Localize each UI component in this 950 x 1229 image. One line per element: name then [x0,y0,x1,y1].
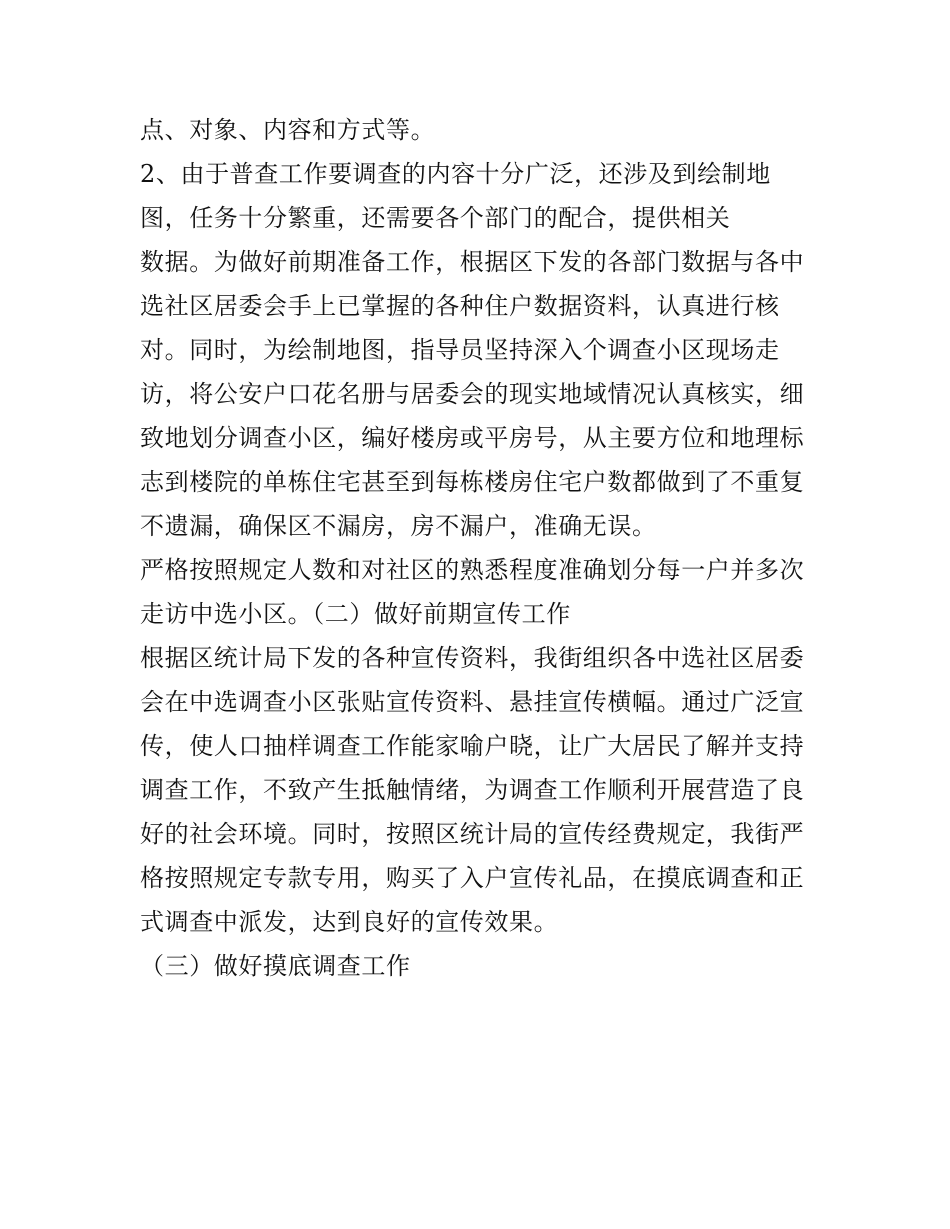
text-line-2: 2、由于普查工作要调查的内容十分广泛，还涉及到绘制地 [140,160,771,188]
text-line-19: 式调查中派发，达到良好的宣传效果。 [140,908,559,936]
text-line-6: 对。同时，为绘制地图，指导员坚持深入个调查小区现场走 [140,336,780,364]
text-line-1: 点、对象、内容和方式等。 [140,116,436,144]
text-line-3: 图，任务十分繁重，还需要各个部门的配合，提供相关 [140,204,731,232]
text-line-7: 访，将公安户口花名册与居委会的现实地域情况认真核实，细 [140,380,805,408]
text-line-13: 根据区统计局下发的各种宣传资料，我街组织各中选社区居委 [140,644,805,672]
text-line-9: 志到楼院的单栋住宅甚至到每栋楼房住宅户数都做到了不重复 [140,468,805,496]
text-line-17: 好的社会环境。同时，按照区统计局的宣传经费规定，我街严 [140,820,805,848]
text-line-12: 走访中选小区。（二）做好前期宣传工作 [140,600,571,628]
text-line-15: 传，使人口抽样调查工作能家喻户晓，让广大居民了解并支持 [140,732,805,760]
text-line-11: 严格按照规定人数和对社区的熟悉程度准确划分每一户并多次 [140,556,805,584]
text-line-10: 不遗漏，确保区不漏房，房不漏户，准确无误。 [140,512,657,540]
text-line-16: 调查工作，不致产生抵触情绪，为调查工作顺利开展营造了良 [140,776,805,804]
text-line-18: 格按照规定专款专用，购买了入户宣传礼品，在摸底调查和正 [140,864,805,892]
text-line-5: 选社区居委会手上已掌握的各种住户数据资料，认真进行核 [140,292,780,320]
text-line-8: 致地划分调查小区，编好楼房或平房号，从主要方位和地理标 [140,424,805,452]
section-heading-3: （三）做好摸底调查工作 [140,952,411,980]
text-line-4: 数据。为做好前期准备工作，根据区下发的各部门数据与各中 [140,248,805,276]
document-body [140,108,820,988]
text-line-14: 会在中选调查小区张贴宣传资料、悬挂宣传横幅。通过广泛宣 [140,688,805,716]
